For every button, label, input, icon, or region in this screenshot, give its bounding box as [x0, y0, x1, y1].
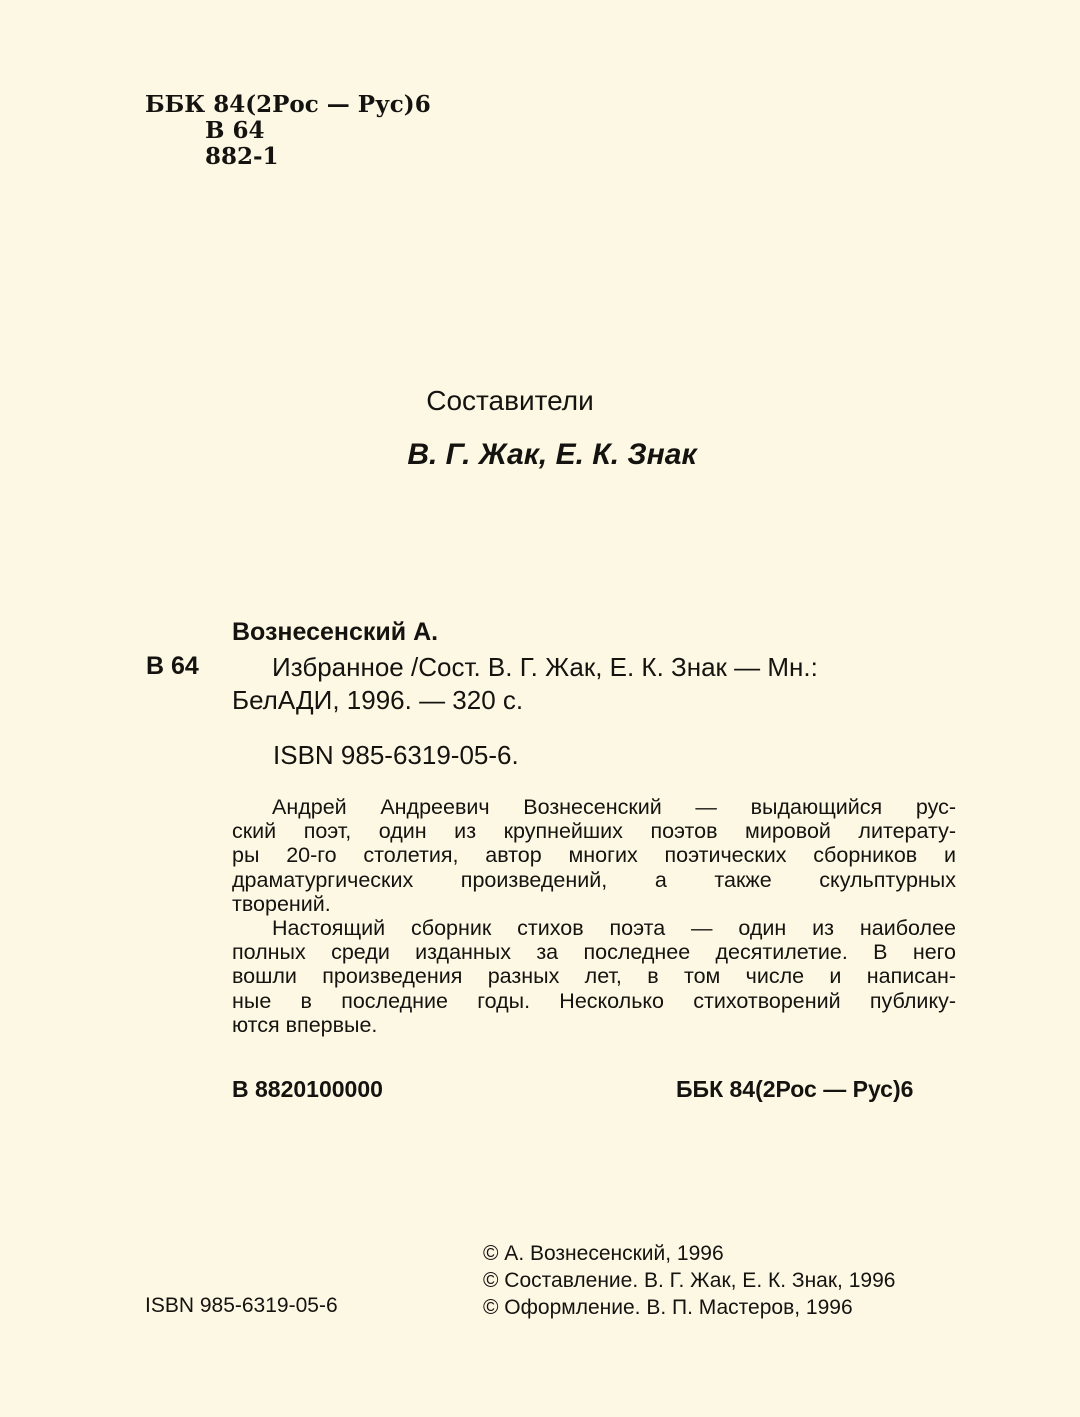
record-title-line-2: БелАДИ, 1996. — 320 с.: [232, 685, 524, 715]
bbk-index-bottom: ББК 84(2Рос — Рус)6: [676, 1076, 914, 1102]
annotation-line: драматургических произведений, а также скульптурных: [232, 867, 956, 892]
annotation-line: полных среди изданных за последнее десятилетие. В него: [232, 940, 956, 965]
annotation-line: Настоящий сборник стихов поэта — один из наиболее: [272, 916, 956, 941]
isbn-bottom: ISBN 985-6319-05-6: [145, 1294, 338, 1317]
bbk-index: ББК 84(2Рос — Рус)6: [145, 91, 431, 118]
copyright-author: © А. Вознесенский, 1996: [483, 1242, 724, 1265]
copyright-design: © Оформление. В. П. Мастеров, 1996: [483, 1296, 853, 1319]
record-code: В 64: [146, 652, 199, 680]
annotation-line: ные в последние годы. Несколько стихотворений публику-: [232, 988, 956, 1013]
annotation-line: ются впервые.: [232, 1012, 378, 1037]
record-isbn: ISBN 985-6319-05-6.: [273, 740, 519, 770]
annotation-line: вошли произведения разных лет, в том числе и написан-: [232, 964, 956, 989]
bbk-classification-block: [145, 92, 431, 170]
author-code: В 64: [205, 117, 265, 144]
record-title-line-1: Избранное /Сост. В. Г. Жак, Е. К. Знак — Мн.:: [272, 652, 818, 682]
compilers-label: Составители: [426, 385, 594, 416]
annotation-line: творений.: [232, 891, 331, 916]
annotation-line: Андрей Андреевич Вознесенский — выдающийся рус-: [272, 795, 956, 819]
annotation: [232, 795, 956, 1037]
annotation-line: ский поэт, один из крупнейших поэтов мировой литерату-: [232, 819, 956, 844]
catalog-code: В 8820100000: [232, 1076, 383, 1102]
copyright-block: [483, 1240, 895, 1321]
annotation-line: ры 20-го столетия, автор многих поэтических сборников и: [232, 843, 956, 868]
copyright-compilation: © Составление. В. Г. Жак, Е. К. Знак, 1996: [483, 1269, 896, 1292]
udc-index: 882-1: [205, 143, 279, 170]
compilers-names: В. Г. Жак, Е. К. Знак: [407, 438, 697, 471]
record-author: Вознесенский А.: [232, 618, 439, 646]
